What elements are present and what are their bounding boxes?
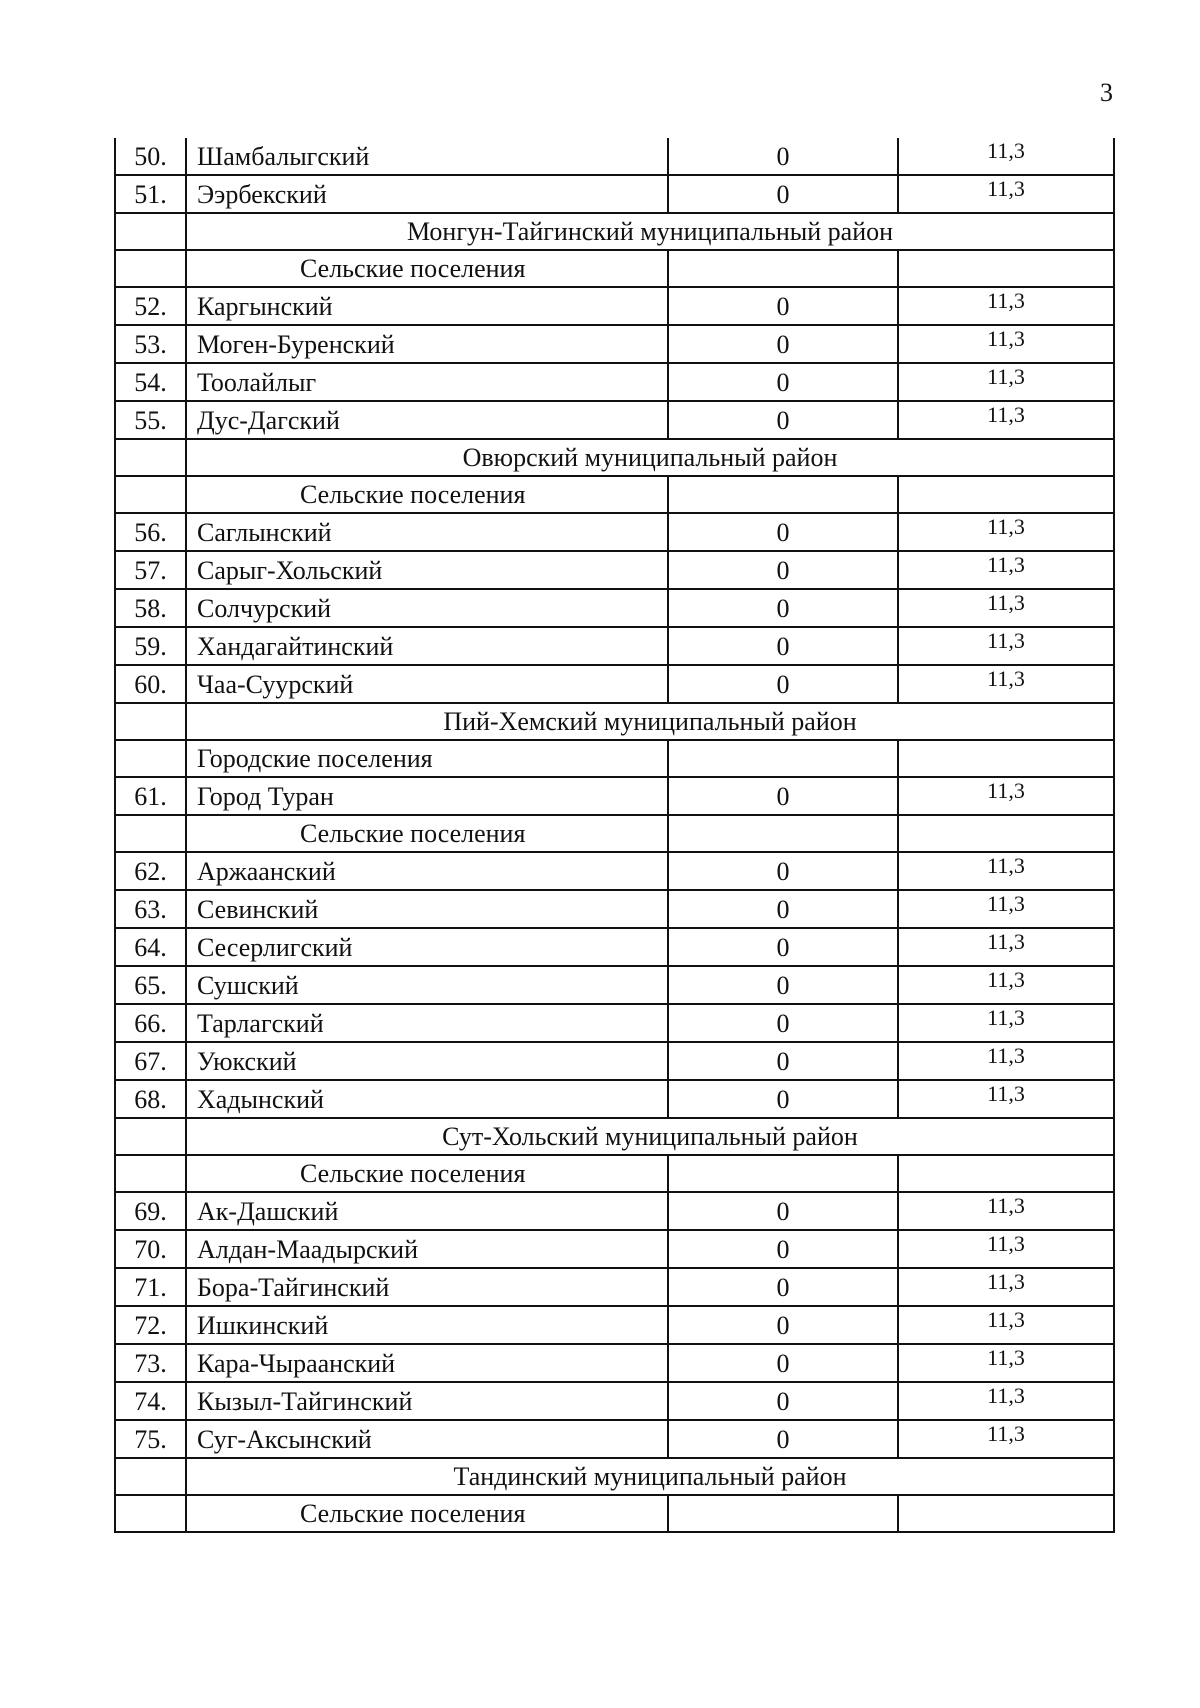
settlement-type-header: Сельские поселения — [186, 815, 668, 852]
table-row — [115, 401, 1114, 439]
value-col2-text: 11,3 — [987, 967, 1025, 992]
settlement-name: Город Туран — [186, 777, 668, 815]
value-col2 — [898, 1042, 1114, 1080]
row-number: 71. — [115, 1268, 186, 1306]
table-row — [115, 363, 1114, 401]
empty-cell — [898, 476, 1114, 513]
empty-cell — [668, 1495, 898, 1532]
subheader-row — [115, 250, 1114, 287]
value-col2-text: 11,3 — [987, 853, 1025, 878]
row-number: 66. — [115, 1004, 186, 1042]
empty-cell — [668, 1155, 898, 1192]
district-title: Тандинский муниципальный район — [186, 1458, 1114, 1495]
value-col2 — [898, 1420, 1114, 1458]
settlements-table — [114, 138, 1115, 1533]
subheader-row — [115, 1495, 1114, 1532]
district-row — [115, 1458, 1114, 1495]
table-row — [115, 589, 1114, 627]
settlement-type-header: Сельские поселения — [186, 1155, 668, 1192]
table-row — [115, 1230, 1114, 1268]
district-row — [115, 703, 1114, 740]
district-title: Пий-Хемский муниципальный район — [186, 703, 1114, 740]
empty-cell — [115, 439, 186, 476]
value-col2 — [898, 513, 1114, 551]
row-number: 67. — [115, 1042, 186, 1080]
value-col2 — [898, 665, 1114, 703]
value-col2 — [898, 363, 1114, 401]
row-number: 72. — [115, 1306, 186, 1344]
value-col1: 0 — [668, 627, 898, 665]
settlement-type-header: Сельские поселения — [186, 250, 668, 287]
subheader-row — [115, 476, 1114, 513]
value-col1: 0 — [668, 1042, 898, 1080]
district-row — [115, 213, 1114, 250]
value-col1: 0 — [668, 1004, 898, 1042]
value-col2-text: 11,3 — [987, 590, 1025, 615]
value-col2-text: 11,3 — [987, 1345, 1025, 1370]
value-col2 — [898, 1192, 1114, 1230]
settlement-name: Хандагайтинский — [186, 627, 668, 665]
table-row — [115, 665, 1114, 703]
row-number: 52. — [115, 287, 186, 325]
table-row — [115, 1420, 1114, 1458]
settlement-name: Кара-Чыраанский — [186, 1344, 668, 1382]
value-col2 — [898, 1382, 1114, 1420]
empty-cell — [115, 1118, 186, 1155]
settlement-name: Алдан-Маадырский — [186, 1230, 668, 1268]
table-body — [115, 138, 1114, 1532]
table-row — [115, 627, 1114, 665]
empty-cell — [115, 250, 186, 287]
value-col2 — [898, 138, 1114, 175]
subheader-row — [115, 1155, 1114, 1192]
value-col1: 0 — [668, 928, 898, 966]
row-number: 51. — [115, 175, 186, 213]
settlement-type-header: Сельские поселения — [186, 1495, 668, 1532]
value-col1: 0 — [668, 1382, 898, 1420]
empty-cell — [898, 1155, 1114, 1192]
value-col2-text: 11,3 — [987, 138, 1025, 163]
table-row — [115, 287, 1114, 325]
settlement-name: Тарлагский — [186, 1004, 668, 1042]
value-col2 — [898, 175, 1114, 213]
settlement-name: Сарыг-Хольский — [186, 551, 668, 589]
value-col1: 0 — [668, 1420, 898, 1458]
value-col1: 0 — [668, 890, 898, 928]
table-row — [115, 1268, 1114, 1306]
table-row — [115, 928, 1114, 966]
empty-cell — [898, 1495, 1114, 1532]
row-number: 59. — [115, 627, 186, 665]
table-row — [115, 966, 1114, 1004]
row-number: 70. — [115, 1230, 186, 1268]
value-col1: 0 — [668, 1306, 898, 1344]
value-col2-text: 11,3 — [987, 628, 1025, 653]
row-number: 50. — [115, 138, 186, 175]
empty-cell — [115, 1155, 186, 1192]
row-number: 58. — [115, 589, 186, 627]
empty-cell — [115, 815, 186, 852]
value-col2 — [898, 1004, 1114, 1042]
row-number: 65. — [115, 966, 186, 1004]
value-col2-text: 11,3 — [987, 364, 1025, 389]
value-col2 — [898, 928, 1114, 966]
row-number: 74. — [115, 1382, 186, 1420]
value-col2-text: 11,3 — [987, 288, 1025, 313]
value-col2-text: 11,3 — [987, 1005, 1025, 1030]
settlement-name: Ак-Дашский — [186, 1192, 668, 1230]
table-row — [115, 1344, 1114, 1382]
settlement-name: Тоолайлыг — [186, 363, 668, 401]
settlement-name: Каргынский — [186, 287, 668, 325]
empty-cell — [668, 476, 898, 513]
empty-cell — [898, 250, 1114, 287]
empty-cell — [668, 815, 898, 852]
value-col2-text: 11,3 — [987, 1231, 1025, 1256]
empty-cell — [668, 250, 898, 287]
row-number: 73. — [115, 1344, 186, 1382]
empty-cell — [115, 703, 186, 740]
value-col2-text: 11,3 — [987, 514, 1025, 539]
value-col2-text: 11,3 — [987, 1383, 1025, 1408]
district-row — [115, 1118, 1114, 1155]
subheader-row — [115, 740, 1114, 777]
table-row — [115, 325, 1114, 363]
value-col1: 0 — [668, 966, 898, 1004]
value-col1: 0 — [668, 1080, 898, 1118]
value-col2 — [898, 551, 1114, 589]
settlement-name: Шамбалыгский — [186, 138, 668, 175]
value-col2 — [898, 1230, 1114, 1268]
district-row — [115, 439, 1114, 476]
value-col2-text: 11,3 — [987, 1269, 1025, 1294]
value-col2-text: 11,3 — [987, 552, 1025, 577]
subheader-row — [115, 815, 1114, 852]
district-title: Сут-Хольский муниципальный район — [186, 1118, 1114, 1155]
table-row — [115, 1004, 1114, 1042]
settlement-name: Уюкский — [186, 1042, 668, 1080]
settlement-name: Сесерлигский — [186, 928, 668, 966]
row-number: 62. — [115, 852, 186, 890]
value-col2-text: 11,3 — [987, 1307, 1025, 1332]
value-col2-text: 11,3 — [987, 402, 1025, 427]
table-row — [115, 175, 1114, 213]
value-col2 — [898, 1306, 1114, 1344]
row-number: 57. — [115, 551, 186, 589]
value-col2 — [898, 966, 1114, 1004]
value-col2-text: 11,3 — [987, 1421, 1025, 1446]
settlement-name: Ээрбекский — [186, 175, 668, 213]
settlement-name: Бора-Тайгинский — [186, 1268, 668, 1306]
value-col2 — [898, 1344, 1114, 1382]
page-number: 3 — [1100, 78, 1113, 107]
value-col2 — [898, 627, 1114, 665]
row-number: 60. — [115, 665, 186, 703]
row-number: 69. — [115, 1192, 186, 1230]
row-number: 68. — [115, 1080, 186, 1118]
table-row — [115, 1306, 1114, 1344]
settlement-name: Суг-Аксынский — [186, 1420, 668, 1458]
value-col1: 0 — [668, 175, 898, 213]
settlement-name: Севинский — [186, 890, 668, 928]
value-col2 — [898, 401, 1114, 439]
value-col2-text: 11,3 — [987, 1193, 1025, 1218]
table-row — [115, 1192, 1114, 1230]
value-col2 — [898, 1268, 1114, 1306]
empty-cell — [898, 740, 1114, 777]
value-col1: 0 — [668, 363, 898, 401]
empty-cell — [115, 1458, 186, 1495]
settlement-name: Аржаанский — [186, 852, 668, 890]
row-number: 56. — [115, 513, 186, 551]
value-col2-text: 11,3 — [987, 778, 1025, 803]
value-col1: 0 — [668, 1230, 898, 1268]
value-col1: 0 — [668, 513, 898, 551]
empty-cell — [668, 740, 898, 777]
table-row — [115, 138, 1114, 175]
settlement-name: Моген-Буренский — [186, 325, 668, 363]
value-col2-text: 11,3 — [987, 929, 1025, 954]
table-row — [115, 1080, 1114, 1118]
value-col2 — [898, 589, 1114, 627]
row-number: 53. — [115, 325, 186, 363]
settlement-name: Хадынский — [186, 1080, 668, 1118]
value-col2 — [898, 1080, 1114, 1118]
row-number: 63. — [115, 890, 186, 928]
table-row — [115, 890, 1114, 928]
value-col2-text: 11,3 — [987, 666, 1025, 691]
table-row — [115, 551, 1114, 589]
row-number: 54. — [115, 363, 186, 401]
empty-cell — [898, 815, 1114, 852]
empty-cell — [115, 476, 186, 513]
settlement-name: Саглынский — [186, 513, 668, 551]
value-col2 — [898, 777, 1114, 815]
table-row — [115, 513, 1114, 551]
settlement-name: Чаа-Суурский — [186, 665, 668, 703]
settlement-name: Кызыл-Тайгинский — [186, 1382, 668, 1420]
table-row — [115, 852, 1114, 890]
value-col2-text: 11,3 — [987, 326, 1025, 351]
empty-cell — [115, 740, 186, 777]
value-col2-text: 11,3 — [987, 1043, 1025, 1068]
value-col1: 0 — [668, 1344, 898, 1382]
value-col1: 0 — [668, 589, 898, 627]
value-col1: 0 — [668, 665, 898, 703]
empty-cell — [115, 1495, 186, 1532]
value-col2 — [898, 852, 1114, 890]
value-col1: 0 — [668, 1192, 898, 1230]
row-number: 61. — [115, 777, 186, 815]
table-row — [115, 1042, 1114, 1080]
value-col1: 0 — [668, 1268, 898, 1306]
row-number: 64. — [115, 928, 186, 966]
settlement-name: Солчурский — [186, 589, 668, 627]
settlement-name: Сушский — [186, 966, 668, 1004]
district-title: Монгун-Тайгинский муниципальный район — [186, 213, 1114, 250]
settlement-name: Дус-Дагский — [186, 401, 668, 439]
district-title: Овюрский муниципальный район — [186, 439, 1114, 476]
value-col2 — [898, 287, 1114, 325]
settlement-name: Ишкинский — [186, 1306, 668, 1344]
value-col1: 0 — [668, 287, 898, 325]
value-col1: 0 — [668, 138, 898, 175]
value-col1: 0 — [668, 852, 898, 890]
value-col2-text: 11,3 — [987, 176, 1025, 201]
value-col1: 0 — [668, 551, 898, 589]
value-col2-text: 11,3 — [987, 891, 1025, 916]
table-row — [115, 777, 1114, 815]
value-col1: 0 — [668, 777, 898, 815]
value-col2 — [898, 890, 1114, 928]
value-col2 — [898, 325, 1114, 363]
row-number: 75. — [115, 1420, 186, 1458]
value-col1: 0 — [668, 325, 898, 363]
table-row — [115, 1382, 1114, 1420]
value-col1: 0 — [668, 401, 898, 439]
row-number: 55. — [115, 401, 186, 439]
empty-cell — [115, 213, 186, 250]
settlement-type-header: Городские поселения — [186, 740, 668, 777]
settlement-type-header: Сельские поселения — [186, 476, 668, 513]
value-col2-text: 11,3 — [987, 1081, 1025, 1106]
